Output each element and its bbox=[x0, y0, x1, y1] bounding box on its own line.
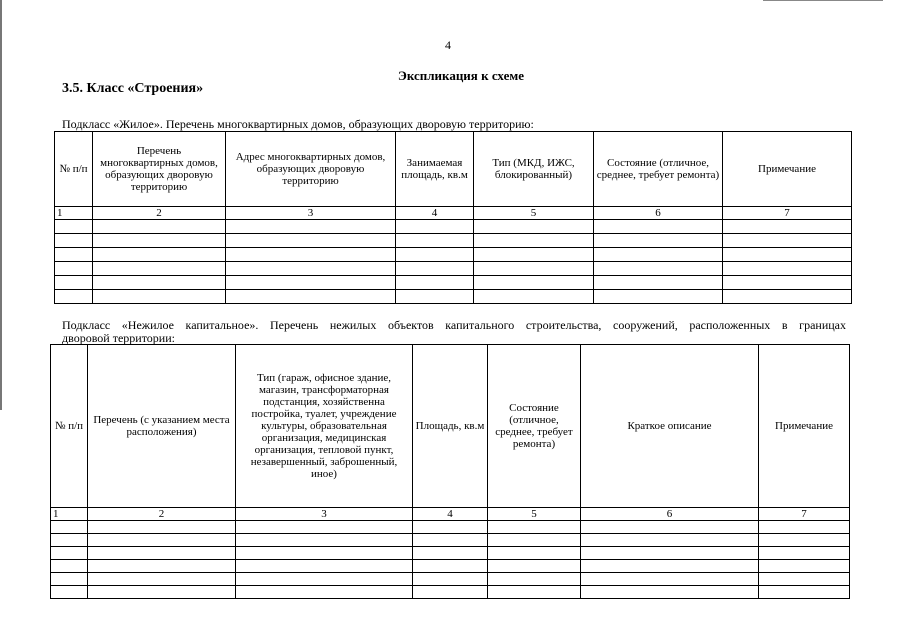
column-number: 3 bbox=[236, 508, 413, 521]
residential-buildings-table bbox=[54, 131, 852, 304]
table-cell[interactable] bbox=[55, 234, 93, 248]
nonresidential-buildings-table bbox=[50, 344, 850, 599]
table-cell[interactable] bbox=[88, 560, 236, 573]
table-cell[interactable] bbox=[236, 534, 413, 547]
column-header: № п/п bbox=[55, 132, 93, 207]
table-cell[interactable] bbox=[581, 560, 759, 573]
table-cell[interactable] bbox=[88, 521, 236, 534]
table-cell[interactable] bbox=[93, 276, 226, 290]
table-cell[interactable] bbox=[396, 220, 474, 234]
column-number: 6 bbox=[594, 207, 723, 220]
table-cell[interactable] bbox=[488, 521, 581, 534]
table-cell[interactable] bbox=[236, 586, 413, 599]
table-cell[interactable] bbox=[759, 573, 850, 586]
table-row bbox=[55, 234, 852, 248]
table-cell[interactable] bbox=[51, 586, 88, 599]
table-cell[interactable] bbox=[488, 586, 581, 599]
table-cell[interactable] bbox=[226, 262, 396, 276]
table-header-row bbox=[55, 132, 852, 207]
table-cell[interactable] bbox=[51, 534, 88, 547]
table-cell[interactable] bbox=[226, 248, 396, 262]
table-cell[interactable] bbox=[474, 248, 594, 262]
table-cell[interactable] bbox=[723, 220, 852, 234]
table-cell[interactable] bbox=[236, 560, 413, 573]
table-row bbox=[51, 586, 850, 599]
table2-caption bbox=[62, 319, 846, 345]
table-cell[interactable] bbox=[581, 521, 759, 534]
table-cell[interactable] bbox=[226, 234, 396, 248]
column-header: Занимаемая площадь, кв.м bbox=[396, 132, 474, 207]
table-cell[interactable] bbox=[55, 276, 93, 290]
table-cell[interactable] bbox=[51, 560, 88, 573]
table-cell[interactable] bbox=[759, 547, 850, 560]
table-cell[interactable] bbox=[594, 262, 723, 276]
table-cell[interactable] bbox=[594, 248, 723, 262]
column-header: Состояние (отличное, среднее, требует ремонта) bbox=[594, 132, 723, 207]
section-title: 3.5. Класс «Строения» bbox=[62, 81, 204, 96]
table2-caption-line2: дворовой территории: bbox=[62, 331, 175, 345]
column-number: 2 bbox=[93, 207, 226, 220]
table-cell[interactable] bbox=[488, 547, 581, 560]
table-cell[interactable] bbox=[236, 573, 413, 586]
table-cell[interactable] bbox=[488, 573, 581, 586]
table-cell[interactable] bbox=[413, 547, 488, 560]
column-header: Тип (гараж, офисное здание, магазин, трансформаторная подстанция, хозяйственна постройка, туалет, учреждение культуры, образовательная организация, медицинская организация, тепловой пункт, незавершенный, заброшенный, иное) bbox=[236, 345, 413, 508]
column-number: 5 bbox=[488, 508, 581, 521]
column-number-row bbox=[51, 508, 850, 521]
table-cell[interactable] bbox=[474, 290, 594, 304]
table-cell[interactable] bbox=[581, 573, 759, 586]
column-number: 2 bbox=[88, 508, 236, 521]
table-row bbox=[55, 248, 852, 262]
column-number: 4 bbox=[413, 508, 488, 521]
document-title: Экспликация к схеме bbox=[398, 68, 524, 83]
table-cell[interactable] bbox=[723, 262, 852, 276]
table-cell[interactable] bbox=[93, 220, 226, 234]
table-cell[interactable] bbox=[236, 521, 413, 534]
table-cell[interactable] bbox=[226, 290, 396, 304]
table-cell[interactable] bbox=[93, 248, 226, 262]
table-cell[interactable] bbox=[723, 234, 852, 248]
table-cell[interactable] bbox=[55, 248, 93, 262]
column-number-row bbox=[55, 207, 852, 220]
column-header: Перечень (с указанием места расположения) bbox=[88, 345, 236, 508]
table-row bbox=[55, 262, 852, 276]
column-header: Краткое описание bbox=[581, 345, 759, 508]
table-cell[interactable] bbox=[759, 586, 850, 599]
table-cell[interactable] bbox=[396, 234, 474, 248]
table-cell[interactable] bbox=[723, 248, 852, 262]
table-cell[interactable] bbox=[413, 521, 488, 534]
table-cell[interactable] bbox=[88, 586, 236, 599]
table-cell[interactable] bbox=[594, 290, 723, 304]
column-number: 6 bbox=[581, 508, 759, 521]
table-cell[interactable] bbox=[396, 290, 474, 304]
table-cell[interactable] bbox=[723, 290, 852, 304]
table-cell[interactable] bbox=[488, 534, 581, 547]
column-number: 7 bbox=[759, 508, 850, 521]
column-header: Состояние (отличное, среднее, требует ремонта) bbox=[488, 345, 581, 508]
column-header: Примечание bbox=[759, 345, 850, 508]
table-cell[interactable] bbox=[594, 234, 723, 248]
column-header: Тип (МКД, ИЖС, блокированный) bbox=[474, 132, 594, 207]
table-cell[interactable] bbox=[413, 534, 488, 547]
table-cell[interactable] bbox=[396, 262, 474, 276]
column-header: № п/п bbox=[51, 345, 88, 508]
table-cell[interactable] bbox=[51, 547, 88, 560]
table1-caption: Подкласс «Жилое». Перечень многоквартирных домов, образующих дворовую территорию: bbox=[62, 117, 534, 131]
column-number: 3 bbox=[226, 207, 396, 220]
page-number: 4 bbox=[445, 38, 451, 52]
table-cell[interactable] bbox=[413, 573, 488, 586]
column-number: 7 bbox=[723, 207, 852, 220]
table-cell[interactable] bbox=[226, 276, 396, 290]
table-cell[interactable] bbox=[474, 276, 594, 290]
table-cell[interactable] bbox=[723, 276, 852, 290]
table-row bbox=[51, 534, 850, 547]
table-cell[interactable] bbox=[226, 220, 396, 234]
table-cell[interactable] bbox=[488, 560, 581, 573]
column-header: Перечень многоквартирных домов, образующих дворовую территорию bbox=[93, 132, 226, 207]
table-row bbox=[55, 220, 852, 234]
table-cell[interactable] bbox=[581, 534, 759, 547]
table-cell[interactable] bbox=[594, 220, 723, 234]
table-cell[interactable] bbox=[93, 262, 226, 276]
table-cell[interactable] bbox=[759, 521, 850, 534]
table-cell[interactable] bbox=[474, 234, 594, 248]
table-cell[interactable] bbox=[55, 290, 93, 304]
table-row bbox=[51, 521, 850, 534]
column-number: 4 bbox=[396, 207, 474, 220]
table-header-row bbox=[51, 345, 850, 508]
table-cell[interactable] bbox=[759, 560, 850, 573]
table-cell[interactable] bbox=[55, 262, 93, 276]
table-cell[interactable] bbox=[51, 521, 88, 534]
table-cell[interactable] bbox=[581, 586, 759, 599]
table-cell[interactable] bbox=[93, 234, 226, 248]
table-cell[interactable] bbox=[413, 560, 488, 573]
column-number: 1 bbox=[51, 508, 88, 521]
column-number: 1 bbox=[55, 207, 93, 220]
table-cell[interactable] bbox=[594, 276, 723, 290]
table-cell[interactable] bbox=[55, 220, 93, 234]
table-cell[interactable] bbox=[581, 547, 759, 560]
table-cell[interactable] bbox=[413, 586, 488, 599]
table-cell[interactable] bbox=[759, 534, 850, 547]
scan-edge-line bbox=[763, 0, 883, 1]
table-row bbox=[55, 276, 852, 290]
table-cell[interactable] bbox=[236, 547, 413, 560]
table-cell[interactable] bbox=[474, 262, 594, 276]
column-header: Примечание bbox=[723, 132, 852, 207]
table-cell[interactable] bbox=[93, 290, 226, 304]
table-cell[interactable] bbox=[88, 573, 236, 586]
table-cell[interactable] bbox=[396, 276, 474, 290]
table-row bbox=[51, 547, 850, 560]
column-number: 5 bbox=[474, 207, 594, 220]
table-cell[interactable] bbox=[88, 547, 236, 560]
table-row bbox=[51, 560, 850, 573]
table-row bbox=[55, 290, 852, 304]
table-cell[interactable] bbox=[396, 248, 474, 262]
scan-left-edge bbox=[0, 0, 2, 410]
table-row bbox=[51, 573, 850, 586]
column-header: Адрес многоквартирных домов, образующих дворовую территорию bbox=[226, 132, 396, 207]
table-cell[interactable] bbox=[51, 573, 88, 586]
table2-caption-line1: Подкласс «Нежилое капитальное». Перечень нежилых объектов капитального строительства, сооружений, расположенных в границах bbox=[62, 318, 846, 332]
table-cell[interactable] bbox=[474, 220, 594, 234]
table-cell[interactable] bbox=[88, 534, 236, 547]
column-header: Площадь, кв.м bbox=[413, 345, 488, 508]
